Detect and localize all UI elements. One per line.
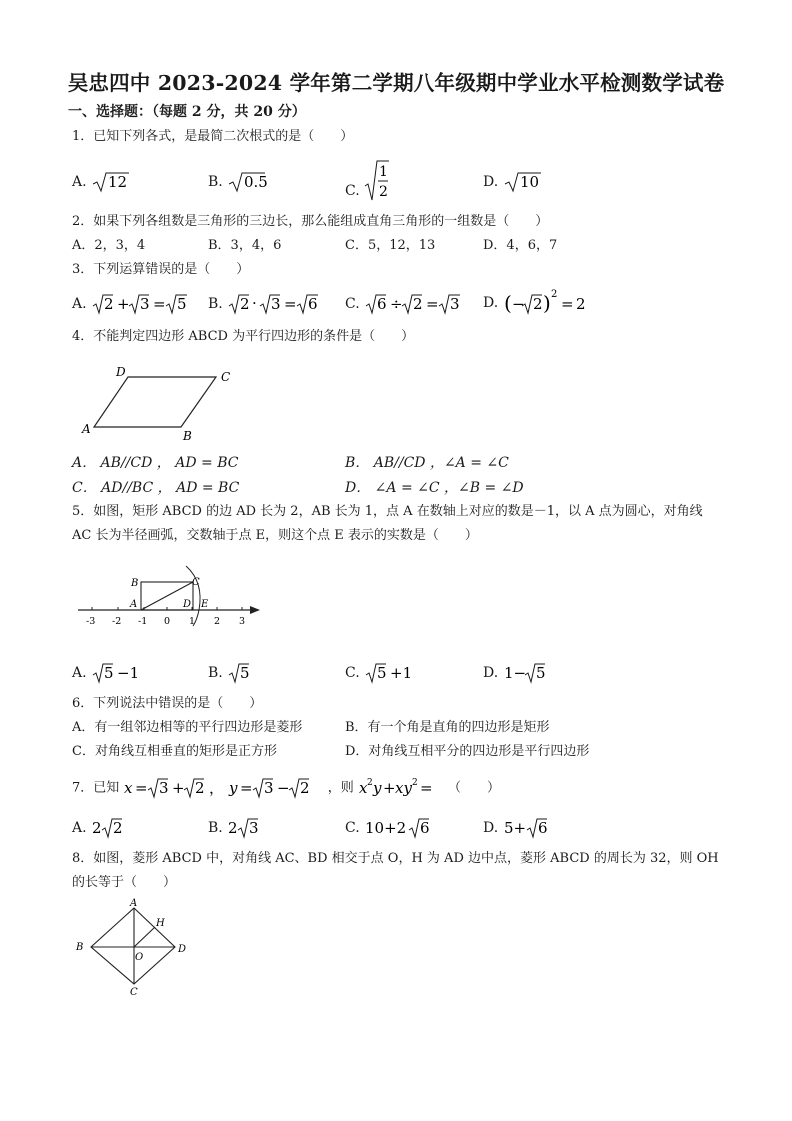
- q5-tick-1: 1: [189, 616, 196, 627]
- q5-option-a: [72, 661, 141, 685]
- q1-fraction-den: 2: [379, 184, 389, 200]
- q3-option-c: [345, 292, 464, 316]
- q3-label-b: B.: [208, 296, 223, 312]
- q7-expr-d: [503, 816, 563, 840]
- q2-option-a: A．2，3，4: [72, 238, 146, 253]
- q6-option-d: D．对角线互相平分的四边形是平行四边形: [345, 744, 590, 759]
- q7-stem-end: （ ）: [448, 780, 501, 796]
- q7-label-d: D.: [483, 820, 499, 836]
- svg-text:3: 3: [140, 295, 150, 313]
- svg-text:2: 2: [104, 295, 114, 313]
- q1-radicand-b: 0.5: [244, 173, 268, 191]
- svg-text:y: y: [372, 779, 382, 797]
- svg-text:2: 2: [532, 295, 543, 313]
- q8-vertex-b: B: [76, 942, 84, 953]
- q5-tick-neg3: -3: [86, 616, 96, 627]
- q7-stem: [72, 776, 500, 800]
- q5-point-d: D: [183, 599, 192, 610]
- q5-tick-2: 2: [214, 616, 221, 627]
- svg-text:1−: 1−: [503, 664, 526, 682]
- q1-label-c: C.: [345, 183, 360, 199]
- q4-parallelogram-figure: [76, 360, 246, 445]
- svg-text:=: =: [426, 295, 439, 313]
- q2-option-d: D．4，6，7: [483, 238, 558, 253]
- svg-text:=: =: [560, 295, 574, 313]
- q4-vertex-c: C: [221, 370, 231, 384]
- svg-text:6: 6: [420, 819, 430, 837]
- svg-text:(: (: [503, 291, 512, 315]
- q8-point-o: O: [135, 952, 144, 963]
- svg-text:2: 2: [240, 295, 250, 313]
- q1-option-d: [483, 171, 543, 193]
- svg-text:2: 2: [575, 295, 586, 313]
- svg-text:5: 5: [377, 664, 387, 682]
- q1-label-a: A.: [72, 174, 87, 190]
- q1-option-a: [72, 171, 131, 193]
- q8-vertex-d: D: [178, 944, 187, 955]
- svg-text:=: =: [135, 779, 148, 797]
- q4-vertex-a: A: [82, 422, 91, 436]
- q3-expr-b: [227, 292, 323, 316]
- svg-text:2: 2: [550, 289, 558, 300]
- q2-stem: 2．如果下列各组数是三角形的三边长，那么能组成直角三角形的一组数是（ ）: [72, 214, 549, 229]
- svg-text:2: 2: [411, 778, 418, 788]
- q8-vertex-c: C: [130, 987, 138, 998]
- svg-text:=: =: [419, 779, 433, 797]
- q5-stem-line2: AC 长为半径画弧，交数轴于点 E，则这个点 E 表示的实数是（ ）: [72, 528, 478, 543]
- q5-label-a: A.: [72, 665, 87, 681]
- svg-text:−: −: [276, 779, 290, 797]
- svg-text:−: −: [511, 295, 525, 313]
- q5-point-a: A: [130, 599, 138, 610]
- svg-text:3: 3: [450, 295, 460, 313]
- svg-text:5: 5: [240, 664, 250, 682]
- q7-x-expr: [123, 776, 223, 800]
- q1-label-d: D.: [483, 174, 499, 190]
- q5-tick-0: 0: [164, 616, 171, 627]
- svg-text:=: =: [239, 779, 253, 797]
- svg-text:xy: xy: [394, 779, 412, 797]
- q3-option-b: [208, 292, 323, 316]
- svg-text:5: 5: [104, 664, 114, 682]
- q8-vertex-a: A: [130, 898, 138, 909]
- q5-stem-line1: 5．如图，矩形 ABCD 的边 AD 长为 2，AB 长为 1，点 A 在数轴上对应的数是－1，以 A 点为圆心，对角线: [72, 504, 703, 519]
- svg-text:5: 5: [535, 664, 546, 682]
- svg-text:+: +: [382, 779, 396, 797]
- svg-text:6: 6: [537, 819, 548, 837]
- q3-expr-d: [503, 288, 603, 318]
- q1-radicand-d: 10: [519, 173, 539, 191]
- q5-option-d: [483, 661, 557, 685]
- q6-stem: 6．下列说法中错误的是（ ）: [72, 696, 263, 711]
- svg-text:5+: 5+: [503, 819, 526, 837]
- q5-number-line-figure: [74, 560, 270, 630]
- svg-text:+: +: [172, 779, 185, 797]
- q5-label-c: C.: [345, 665, 360, 681]
- q7-option-c: [345, 816, 438, 840]
- svg-text:+: +: [117, 295, 130, 313]
- q5-label-b: B.: [208, 665, 223, 681]
- q3-label-a: A.: [72, 296, 87, 312]
- q7-label-c: C.: [345, 820, 360, 836]
- svg-text:6: 6: [308, 295, 318, 313]
- svg-text:10+2: 10+2: [365, 819, 407, 837]
- svg-text:−1: −1: [117, 664, 140, 682]
- section-heading: 一、选择题：（每题 2 分，共 20 分）: [68, 104, 306, 120]
- svg-text:3: 3: [159, 779, 169, 797]
- q8-stem-line1: 8．如图，菱形 ABCD 中，对角线 AC、BD 相交于点 O，H 为 AD 边中点，菱形 ABCD 的周长为 32，则 OH: [72, 851, 719, 866]
- q1-option-c: [345, 160, 390, 202]
- q2-option-b: B．3，4，6: [208, 238, 282, 253]
- q7-target-expr: [358, 776, 444, 800]
- q4-option-a: A． AB//CD ， AD = BC: [72, 455, 239, 471]
- svg-text:÷: ÷: [390, 295, 403, 313]
- svg-text:+1: +1: [390, 664, 413, 682]
- q3-option-d: [483, 288, 603, 318]
- q8-stem-line2: 的长等于（ ）: [72, 875, 177, 890]
- q4-vertex-d: D: [116, 365, 126, 379]
- svg-text:2: 2: [299, 779, 310, 797]
- q6-option-c: C．对角线互相垂直的矩形是正方形: [72, 744, 277, 759]
- q4-vertex-b: B: [183, 429, 192, 443]
- q5-option-b: [208, 661, 257, 685]
- q7-label-b: B.: [208, 820, 223, 836]
- svg-text:3: 3: [271, 295, 281, 313]
- q7-expr-c: [364, 816, 438, 840]
- q5-point-b: B: [131, 578, 139, 589]
- q8-rhombus-figure: [72, 896, 192, 998]
- q8-point-h: H: [156, 918, 165, 929]
- q1-stem: 1．已知下列各式，是最简二次根式的是（ ）: [72, 129, 354, 144]
- q7-label-a: A.: [72, 820, 87, 836]
- svg-text:5: 5: [177, 295, 187, 313]
- svg-text:2: 2: [413, 295, 423, 313]
- svg-text:3: 3: [263, 779, 274, 797]
- q7-expr-b: [227, 816, 267, 840]
- q5-tick-neg2: -2: [112, 616, 122, 627]
- q3-stem: 3．下列运算错误的是（ ）: [72, 262, 250, 277]
- q6-option-b: B．有一个角是直角的四边形是矩形: [345, 720, 550, 735]
- svg-text:6: 6: [377, 295, 387, 313]
- q5-expr-b: [227, 661, 257, 685]
- q5-expr-d: [503, 661, 557, 685]
- q1-sqrt-d: [503, 171, 543, 193]
- q1-sqrt-b: [227, 171, 267, 193]
- q1-option-b: [208, 171, 267, 193]
- svg-text:2: 2: [366, 778, 373, 788]
- svg-text:·: ·: [252, 294, 257, 312]
- q1-label-b: B.: [208, 174, 223, 190]
- svg-text:2: 2: [113, 819, 123, 837]
- q3-option-a: [72, 292, 193, 316]
- q3-label-c: C.: [345, 296, 360, 312]
- q1-sqrt-c: [364, 160, 390, 202]
- svg-text:2: 2: [228, 819, 238, 837]
- q7-stem-prefix: 7．已知: [72, 780, 120, 796]
- q5-expr-a: [91, 661, 141, 685]
- q7-expr-a: [91, 816, 131, 840]
- q1-fraction-num: 1: [379, 164, 389, 180]
- q4-option-d: D． ∠A = ∠C ，∠B = ∠D: [345, 480, 524, 496]
- q3-label-d: D.: [483, 295, 499, 311]
- svg-text:=: =: [153, 295, 166, 313]
- q6-option-a: A．有一组邻边相等的平行四边形是菱形: [72, 720, 303, 735]
- svg-text:2: 2: [92, 819, 102, 837]
- q5-label-d: D.: [483, 665, 499, 681]
- exam-title: 吴忠四中 2023-2024 学年第二学期八年级期中学业水平检测数学试卷: [67, 71, 725, 95]
- svg-text:，: ，: [209, 779, 224, 797]
- q3-expr-c: [364, 292, 464, 316]
- q5-point-c: C: [192, 577, 200, 588]
- svg-text:x: x: [124, 779, 133, 797]
- q1-radicand-a: 12: [108, 173, 128, 191]
- svg-text:=: =: [284, 295, 297, 313]
- q4-option-c: C． AD//BC ， AD = BC: [72, 480, 240, 496]
- q5-option-c: [345, 661, 414, 685]
- q5-tick-neg1: -1: [138, 616, 148, 627]
- q4-stem: 4．不能判定四边形 ABCD 为平行四边形的条件是（ ）: [72, 329, 415, 344]
- svg-text:2: 2: [195, 779, 205, 797]
- svg-text:3: 3: [249, 819, 259, 837]
- svg-text:y: y: [228, 779, 238, 797]
- q5-expr-c: [364, 661, 414, 685]
- q4-option-b: B． AB//CD ，∠A = ∠C: [345, 455, 509, 471]
- q2-option-c: C．5，12，13: [345, 238, 436, 253]
- q7-option-b: [208, 816, 267, 840]
- q7-y-expr: [228, 776, 324, 800]
- q5-point-e: E: [201, 599, 209, 610]
- q3-expr-a: [91, 292, 193, 316]
- q7-stem-suffix: ，则: [327, 780, 354, 796]
- svg-text:): ): [542, 291, 551, 315]
- svg-text:x: x: [358, 779, 368, 797]
- q7-option-d: [483, 816, 563, 840]
- q5-tick-3: 3: [239, 616, 246, 627]
- q7-option-a: [72, 816, 131, 840]
- q1-sqrt-a: [91, 171, 131, 193]
